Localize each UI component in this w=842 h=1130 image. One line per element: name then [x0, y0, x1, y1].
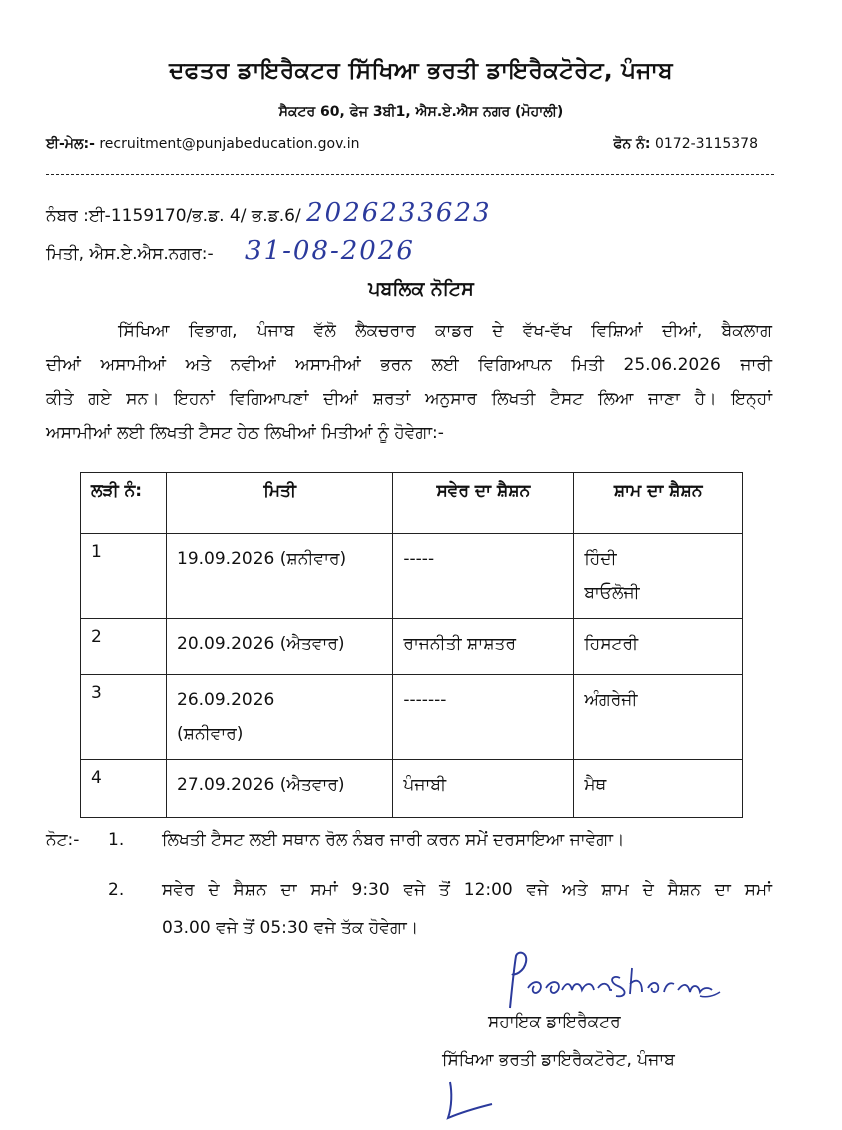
- header-divider: [46, 174, 774, 175]
- header-serial: ਲੜੀ ਨੰ:: [81, 473, 167, 534]
- handwritten-dispatch-number: 2026233623: [306, 198, 492, 228]
- phone-label: ਫੋਨ ਨੰ:: [613, 136, 651, 152]
- notice-line: ਸਿੱਖਿਆ ਵਿਭਾਗ, ਪੰਜਾਬ ਵੱਲੋ ਲੈਕਚਰਾਰ ਕਾਡਰ ਦੇ ਵੱਖ-ਵੱਖ ਵਿਸ਼ਿਆਂ ਦੀਆਂ, ਬੈਕਲਾਗ: [118, 321, 772, 341]
- exam-schedule-table: [80, 472, 743, 818]
- cell-date: 20.09.2026 (ਐਤਵਾਰ): [167, 619, 393, 675]
- reference-date-line: [46, 236, 415, 266]
- notice-title: ਪਬਲਿਕ ਨੋਟਿਸ: [368, 278, 474, 300]
- cell-serial: 4: [81, 760, 167, 818]
- cell-morning: ਪੰਜਾਬੀ: [393, 760, 574, 818]
- cell-date: 26.09.2026 (ਸ਼ਨੀਵਾਰ): [167, 675, 393, 760]
- office-title: ਦਫਤਰ ਡਾਇਰੈਕਟਰ ਸਿੱਖਿਆ ਭਰਤੀ ਡਾਇਰੈਕਟੋਰੇਟ, ਪੰਜਾਬ: [169, 58, 673, 84]
- cell-serial: 3: [81, 675, 167, 760]
- cell-date: 19.09.2026 (ਸ਼ਨੀਵਾਰ): [167, 534, 393, 619]
- header-evening-session: ਸ਼ਾਮ ਦਾ ਸ਼ੈਸ਼ਨ: [574, 473, 743, 534]
- note-text-continued: 03.00 ਵਜੇ ਤੋਂ 05:30 ਵਜੇ ਤੱਕ ਹੋਵੇਗਾ।: [162, 918, 419, 938]
- handwritten-date: 31-08-2026: [245, 236, 415, 266]
- ink-mark: [440, 1078, 500, 1124]
- signatory-designation: ਸਹਾਇਕ ਡਾਇਰੈਕਟਰ: [488, 1012, 621, 1032]
- cell-evening: ਮੈਥ: [574, 760, 743, 818]
- cell-serial: 2: [81, 619, 167, 675]
- notice-line: ਅਸਾਮੀਆਂ ਲਈ ਲਿਖਤੀ ਟੈਸਟ ਹੇਠ ਲਿਖੀਆਂ ਮਿਤੀਆਂ ਨੂੰ ਹੋਵੇਗਾ:-: [46, 423, 444, 443]
- office-address: ਸੈਕਟਰ 60, ਫੇਜ 3ਬੀ1, ਐਸ.ਏ.ਐਸ ਨਗਰ (ਮੋਹਾਲੀ): [278, 104, 564, 120]
- email-line: [46, 136, 360, 152]
- reference-number-label: ਨੰਬਰ :ਈ-1159170/ਭ.ਡ. 4/ ਭ.ਡ.6/: [46, 206, 301, 226]
- table-row: [81, 675, 743, 760]
- email-address[interactable]: recruitment@punjabeducation.gov.in: [99, 136, 360, 152]
- cell-evening: ਹਿਸਟਰੀ: [574, 619, 743, 675]
- notice-line: ਦੀਆਂ ਅਸਾਮੀਆਂ ਅਤੇ ਨਵੀਆਂ ਅਸਾਮੀਆਂ ਭਰਨ ਲਈ ਵਿਗਿਆਪਨ ਮਿਤੀ 25.06.2026 ਜਾਰੀ: [46, 355, 772, 375]
- table-row: [81, 760, 743, 818]
- note-text: ਸਵੇਰ ਦੇ ਸੈਸ਼ਨ ਦਾ ਸਮਾਂ 9:30 ਵਜੇ ਤੋਂ 12:00 ਵਜੇ ਅਤੇ ਸ਼ਾਮ ਦੇ ਸੈਸ਼ਨ ਦਾ ਸਮਾਂ: [162, 880, 772, 900]
- header-morning-session: ਸਵੇਰ ਦਾ ਸ਼ੈਸ਼ਨ: [393, 473, 574, 534]
- table-header-row: [81, 473, 743, 534]
- note-text: ਲਿਖਤੀ ਟੈਸਟ ਲਈ ਸਥਾਨ ਰੋਲ ਨੰਬਰ ਜਾਰੀ ਕਰਨ ਸਮੇਂ ਦਰਸਾਇਆ ਜਾਵੇਗਾ।: [162, 830, 625, 850]
- phone-number: 0172-3115378: [654, 136, 758, 152]
- notice-line: ਕੀਤੇ ਗਏ ਸਨ। ਇਹਨਾਂ ਵਿਗਿਆਪਣਾਂ ਦੀਆਂ ਸ਼ਰਤਾਂ ਅਨੁਸਾਰ ਲਿਖਤੀ ਟੈਸਟ ਲਿਆ ਜਾਣਾ ਹੈ। ਇਨ੍ਹਾਂ: [46, 389, 772, 409]
- notes-label: ਨੋਟ:-: [46, 830, 80, 850]
- table-row: [81, 534, 743, 619]
- cell-date: 27.09.2026 (ਐਤਵਾਰ): [167, 760, 393, 818]
- cell-morning: -------: [393, 675, 574, 760]
- email-label: ਈ-ਮੇਲ:-: [46, 136, 95, 152]
- note-number: 1.: [108, 830, 125, 850]
- table-row: [81, 619, 743, 675]
- handwritten-signature: [500, 948, 730, 1018]
- phone-line: [613, 136, 758, 152]
- reference-date-label: ਮਿਤੀ, ਐਸ.ਏ.ਐਸ.ਨਗਰ:-: [46, 244, 214, 264]
- cell-evening: ਅੰਗਰੇਜੀ: [574, 675, 743, 760]
- note-number: 2.: [108, 880, 125, 900]
- header-date: ਮਿਤੀ: [167, 473, 393, 534]
- cell-morning: -----: [393, 534, 574, 619]
- notice-body: [46, 314, 772, 450]
- cell-serial: 1: [81, 534, 167, 619]
- cell-morning: ਰਾਜਨੀਤੀ ਸ਼ਾਸ਼ਤਰ: [393, 619, 574, 675]
- signatory-office: ਸਿੱਖਿਆ ਭਰਤੀ ਡਾਇਰੈਕਟੋਰੇਟ, ਪੰਜਾਬ: [442, 1050, 675, 1070]
- reference-number-line: [46, 198, 492, 228]
- cell-evening: ਹਿੰਦੀ ਬਾਓਲੋਜੀ: [574, 534, 743, 619]
